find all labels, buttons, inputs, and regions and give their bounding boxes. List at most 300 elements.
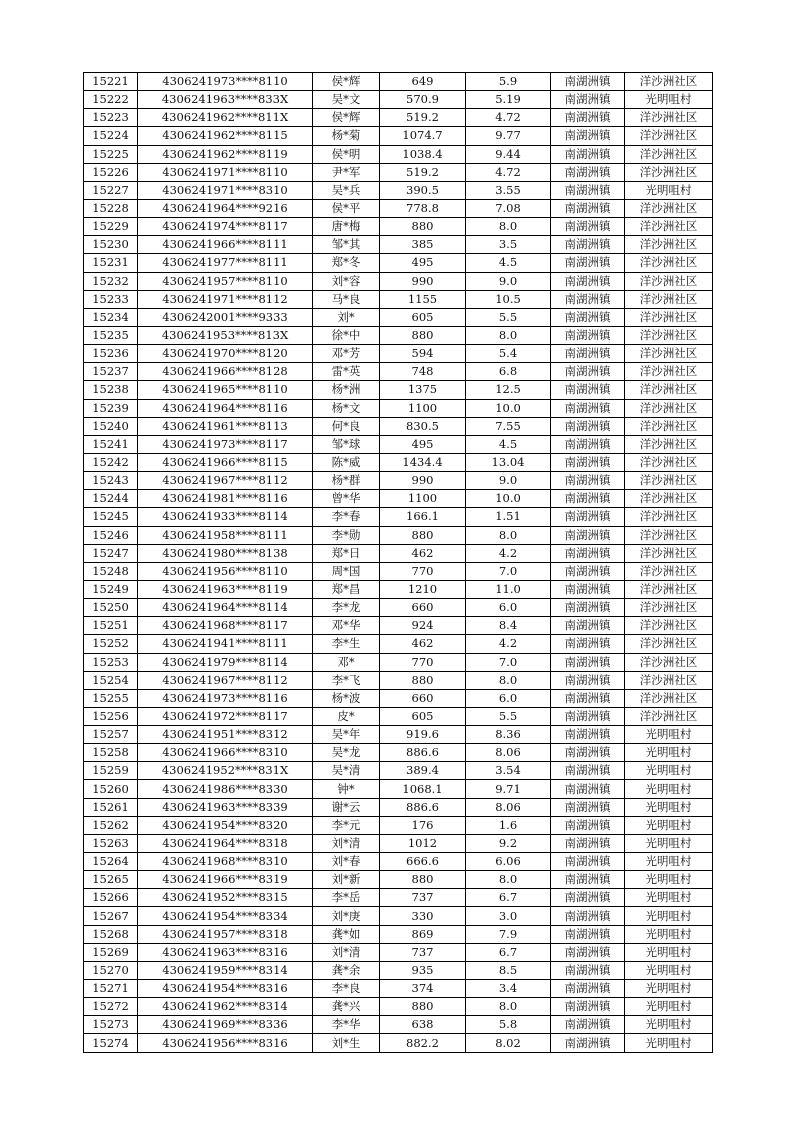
row-number-cell: 15246 <box>84 526 138 544</box>
village-cell: 洋沙洲社区 <box>625 689 713 707</box>
village-cell: 光明咀村 <box>625 1016 713 1034</box>
id-number-cell: 4306241963****833X <box>138 91 313 109</box>
town-cell: 南湖洲镇 <box>551 1034 625 1052</box>
quantity-cell: 4.2 <box>466 635 551 653</box>
amount-cell: 1038.4 <box>380 145 466 163</box>
amount-cell: 869 <box>380 925 466 943</box>
quantity-cell: 8.5 <box>466 961 551 979</box>
village-cell: 洋沙洲社区 <box>625 472 713 490</box>
quantity-cell: 9.71 <box>466 780 551 798</box>
id-number-cell: 4306241977****8111 <box>138 254 313 272</box>
amount-cell: 519.2 <box>380 163 466 181</box>
amount-cell: 570.9 <box>380 91 466 109</box>
person-name-cell: 钟* <box>313 780 380 798</box>
id-number-cell: 4306241964****8318 <box>138 834 313 852</box>
town-cell: 南湖洲镇 <box>551 218 625 236</box>
table-row <box>84 816 713 834</box>
town-cell: 南湖洲镇 <box>551 707 625 725</box>
row-number-cell: 15222 <box>84 91 138 109</box>
quantity-cell: 11.0 <box>466 580 551 598</box>
table-row <box>84 671 713 689</box>
id-number-cell: 4306241956****8316 <box>138 1034 313 1052</box>
id-number-cell: 4306241952****831X <box>138 762 313 780</box>
town-cell: 南湖洲镇 <box>551 73 625 91</box>
row-number-cell: 15263 <box>84 834 138 852</box>
village-cell: 洋沙洲社区 <box>625 381 713 399</box>
village-cell: 光明咀村 <box>625 91 713 109</box>
row-number-cell: 15271 <box>84 980 138 998</box>
id-number-cell: 4306241972****8117 <box>138 707 313 725</box>
table-row <box>84 834 713 852</box>
town-cell: 南湖洲镇 <box>551 109 625 127</box>
table-row <box>84 889 713 907</box>
id-number-cell: 4306241970****8120 <box>138 345 313 363</box>
row-number-cell: 15272 <box>84 998 138 1016</box>
town-cell: 南湖洲镇 <box>551 91 625 109</box>
quantity-cell: 10.0 <box>466 490 551 508</box>
person-name-cell: 侯*平 <box>313 199 380 217</box>
row-number-cell: 15261 <box>84 798 138 816</box>
quantity-cell: 5.4 <box>466 345 551 363</box>
id-number-cell: 4306241967****8112 <box>138 671 313 689</box>
person-name-cell: 邓*芳 <box>313 345 380 363</box>
id-number-cell: 4306241954****8316 <box>138 980 313 998</box>
town-cell: 南湖洲镇 <box>551 853 625 871</box>
person-name-cell: 龚*余 <box>313 961 380 979</box>
quantity-cell: 4.5 <box>466 254 551 272</box>
amount-cell: 778.8 <box>380 199 466 217</box>
amount-cell: 880 <box>380 218 466 236</box>
amount-cell: 1434.4 <box>380 453 466 471</box>
person-name-cell: 李*良 <box>313 980 380 998</box>
town-cell: 南湖洲镇 <box>551 181 625 199</box>
amount-cell: 990 <box>380 472 466 490</box>
town-cell: 南湖洲镇 <box>551 290 625 308</box>
table-row <box>84 907 713 925</box>
person-name-cell: 杨*文 <box>313 399 380 417</box>
row-number-cell: 15225 <box>84 145 138 163</box>
table-row <box>84 599 713 617</box>
table-row <box>84 163 713 181</box>
row-number-cell: 15273 <box>84 1016 138 1034</box>
village-cell: 光明咀村 <box>625 998 713 1016</box>
town-cell: 南湖洲镇 <box>551 762 625 780</box>
id-number-cell: 4306241986****8330 <box>138 780 313 798</box>
village-cell: 洋沙洲社区 <box>625 326 713 344</box>
town-cell: 南湖洲镇 <box>551 961 625 979</box>
row-number-cell: 15244 <box>84 490 138 508</box>
id-number-cell: 4306241962****8314 <box>138 998 313 1016</box>
id-number-cell: 4306241966****8128 <box>138 363 313 381</box>
quantity-cell: 7.08 <box>466 199 551 217</box>
id-number-cell: 4306241964****8116 <box>138 399 313 417</box>
row-number-cell: 15235 <box>84 326 138 344</box>
quantity-cell: 7.9 <box>466 925 551 943</box>
village-cell: 洋沙洲社区 <box>625 671 713 689</box>
town-cell: 南湖洲镇 <box>551 381 625 399</box>
person-name-cell: 曾*华 <box>313 490 380 508</box>
amount-cell: 389.4 <box>380 762 466 780</box>
person-name-cell: 李*岳 <box>313 889 380 907</box>
quantity-cell: 5.19 <box>466 91 551 109</box>
amount-cell: 924 <box>380 617 466 635</box>
quantity-cell: 9.2 <box>466 834 551 852</box>
person-name-cell: 吴*兵 <box>313 181 380 199</box>
person-name-cell: 吴*年 <box>313 726 380 744</box>
town-cell: 南湖洲镇 <box>551 943 625 961</box>
village-cell: 洋沙洲社区 <box>625 453 713 471</box>
village-cell: 洋沙洲社区 <box>625 617 713 635</box>
amount-cell: 660 <box>380 599 466 617</box>
amount-cell: 1100 <box>380 490 466 508</box>
row-number-cell: 15268 <box>84 925 138 943</box>
id-number-cell: 4306241959****8314 <box>138 961 313 979</box>
village-cell: 洋沙洲社区 <box>625 73 713 91</box>
row-number-cell: 15248 <box>84 562 138 580</box>
person-name-cell: 刘*生 <box>313 1034 380 1052</box>
town-cell: 南湖洲镇 <box>551 544 625 562</box>
id-number-cell: 4306241966****8319 <box>138 871 313 889</box>
village-cell: 洋沙洲社区 <box>625 199 713 217</box>
person-name-cell: 吴*文 <box>313 91 380 109</box>
person-name-cell: 李*元 <box>313 816 380 834</box>
amount-cell: 1155 <box>380 290 466 308</box>
town-cell: 南湖洲镇 <box>551 308 625 326</box>
table-row <box>84 1016 713 1034</box>
id-number-cell: 4306241954****8320 <box>138 816 313 834</box>
table-row <box>84 961 713 979</box>
village-cell: 光明咀村 <box>625 871 713 889</box>
quantity-cell: 8.02 <box>466 1034 551 1052</box>
person-name-cell: 杨*波 <box>313 689 380 707</box>
table-row <box>84 254 713 272</box>
quantity-cell: 8.36 <box>466 726 551 744</box>
id-number-cell: 4306241952****8315 <box>138 889 313 907</box>
table-row <box>84 925 713 943</box>
amount-cell: 737 <box>380 943 466 961</box>
id-number-cell: 4306241964****8114 <box>138 599 313 617</box>
table-row <box>84 308 713 326</box>
amount-cell: 594 <box>380 345 466 363</box>
person-name-cell: 皮* <box>313 707 380 725</box>
amount-cell: 638 <box>380 1016 466 1034</box>
table-row <box>84 326 713 344</box>
village-cell: 洋沙洲社区 <box>625 290 713 308</box>
town-cell: 南湖洲镇 <box>551 889 625 907</box>
table-row <box>84 544 713 562</box>
row-number-cell: 15269 <box>84 943 138 961</box>
id-number-cell: 4306241962****811X <box>138 109 313 127</box>
table-row <box>84 526 713 544</box>
town-cell: 南湖洲镇 <box>551 127 625 145</box>
town-cell: 南湖洲镇 <box>551 671 625 689</box>
table-row <box>84 580 713 598</box>
row-number-cell: 15254 <box>84 671 138 689</box>
id-number-cell: 4306241971****8112 <box>138 290 313 308</box>
table-row <box>84 653 713 671</box>
amount-cell: 605 <box>380 308 466 326</box>
id-number-cell: 4306241961****8113 <box>138 417 313 435</box>
row-number-cell: 15227 <box>84 181 138 199</box>
amount-cell: 830.5 <box>380 417 466 435</box>
row-number-cell: 15258 <box>84 744 138 762</box>
id-number-cell: 4306241971****8310 <box>138 181 313 199</box>
id-number-cell: 4306241968****8117 <box>138 617 313 635</box>
person-name-cell: 龚*如 <box>313 925 380 943</box>
id-number-cell: 4306241973****8117 <box>138 435 313 453</box>
quantity-cell: 8.0 <box>466 326 551 344</box>
town-cell: 南湖洲镇 <box>551 363 625 381</box>
quantity-cell: 8.0 <box>466 218 551 236</box>
village-cell: 洋沙洲社区 <box>625 272 713 290</box>
row-number-cell: 15274 <box>84 1034 138 1052</box>
id-number-cell: 4306241958****8111 <box>138 526 313 544</box>
row-number-cell: 15257 <box>84 726 138 744</box>
table-row <box>84 199 713 217</box>
amount-cell: 385 <box>380 236 466 254</box>
amount-cell: 886.6 <box>380 798 466 816</box>
quantity-cell: 6.7 <box>466 889 551 907</box>
village-cell: 洋沙洲社区 <box>625 508 713 526</box>
row-number-cell: 15266 <box>84 889 138 907</box>
village-cell: 洋沙洲社区 <box>625 526 713 544</box>
quantity-cell: 6.0 <box>466 689 551 707</box>
person-name-cell: 李*华 <box>313 1016 380 1034</box>
table-row <box>84 236 713 254</box>
town-cell: 南湖洲镇 <box>551 816 625 834</box>
id-number-cell: 4306241951****8312 <box>138 726 313 744</box>
row-number-cell: 15253 <box>84 653 138 671</box>
id-number-cell: 4306241957****8110 <box>138 272 313 290</box>
table-row <box>84 1034 713 1052</box>
amount-cell: 649 <box>380 73 466 91</box>
row-number-cell: 15252 <box>84 635 138 653</box>
person-name-cell: 郑*冬 <box>313 254 380 272</box>
id-number-cell: 4306241962****8119 <box>138 145 313 163</box>
person-name-cell: 侯*辉 <box>313 109 380 127</box>
person-name-cell: 雷*英 <box>313 363 380 381</box>
row-number-cell: 15229 <box>84 218 138 236</box>
id-number-cell: 4306241941****8111 <box>138 635 313 653</box>
row-number-cell: 15250 <box>84 599 138 617</box>
row-number-cell: 15251 <box>84 617 138 635</box>
village-cell: 洋沙洲社区 <box>625 236 713 254</box>
town-cell: 南湖洲镇 <box>551 417 625 435</box>
row-number-cell: 15228 <box>84 199 138 217</box>
town-cell: 南湖洲镇 <box>551 508 625 526</box>
table-row <box>84 562 713 580</box>
table-row <box>84 490 713 508</box>
row-number-cell: 15245 <box>84 508 138 526</box>
village-cell: 洋沙洲社区 <box>625 707 713 725</box>
village-cell: 洋沙洲社区 <box>625 653 713 671</box>
village-cell: 光明咀村 <box>625 925 713 943</box>
amount-cell: 880 <box>380 998 466 1016</box>
village-cell: 洋沙洲社区 <box>625 308 713 326</box>
row-number-cell: 15224 <box>84 127 138 145</box>
town-cell: 南湖洲镇 <box>551 689 625 707</box>
id-number-cell: 4306241965****8110 <box>138 381 313 399</box>
row-number-cell: 15249 <box>84 580 138 598</box>
amount-cell: 1375 <box>380 381 466 399</box>
table-body <box>84 73 713 1053</box>
id-number-cell: 4306241963****8119 <box>138 580 313 598</box>
village-cell: 洋沙洲社区 <box>625 163 713 181</box>
quantity-cell: 8.0 <box>466 871 551 889</box>
id-number-cell: 4306241973****8116 <box>138 689 313 707</box>
table-row <box>84 218 713 236</box>
person-name-cell: 郑*昌 <box>313 580 380 598</box>
person-name-cell: 吴*龙 <box>313 744 380 762</box>
village-cell: 光明咀村 <box>625 780 713 798</box>
amount-cell: 1068.1 <box>380 780 466 798</box>
town-cell: 南湖洲镇 <box>551 1016 625 1034</box>
table-row <box>84 780 713 798</box>
person-name-cell: 刘*清 <box>313 834 380 852</box>
table-row <box>84 290 713 308</box>
amount-cell: 495 <box>380 254 466 272</box>
amount-cell: 1074.7 <box>380 127 466 145</box>
row-number-cell: 15223 <box>84 109 138 127</box>
village-cell: 洋沙洲社区 <box>625 417 713 435</box>
amount-cell: 166.1 <box>380 508 466 526</box>
village-cell: 洋沙洲社区 <box>625 109 713 127</box>
row-number-cell: 15256 <box>84 707 138 725</box>
town-cell: 南湖洲镇 <box>551 145 625 163</box>
amount-cell: 770 <box>380 653 466 671</box>
id-number-cell: 4306241963****8339 <box>138 798 313 816</box>
person-name-cell: 刘* <box>313 308 380 326</box>
id-number-cell: 4306242001****9333 <box>138 308 313 326</box>
id-number-cell: 4306241974****8117 <box>138 218 313 236</box>
id-number-cell: 4306241954****8334 <box>138 907 313 925</box>
quantity-cell: 4.72 <box>466 109 551 127</box>
id-number-cell: 4306241964****9216 <box>138 199 313 217</box>
village-cell: 光明咀村 <box>625 726 713 744</box>
id-number-cell: 4306241966****8115 <box>138 453 313 471</box>
person-name-cell: 李*龙 <box>313 599 380 617</box>
row-number-cell: 15231 <box>84 254 138 272</box>
amount-cell: 495 <box>380 435 466 453</box>
quantity-cell: 6.7 <box>466 943 551 961</box>
person-name-cell: 侯*明 <box>313 145 380 163</box>
amount-cell: 935 <box>380 961 466 979</box>
village-cell: 光明咀村 <box>625 762 713 780</box>
village-cell: 洋沙洲社区 <box>625 363 713 381</box>
quantity-cell: 9.0 <box>466 272 551 290</box>
table-row <box>84 707 713 725</box>
row-number-cell: 15230 <box>84 236 138 254</box>
id-number-cell: 4306241971****8110 <box>138 163 313 181</box>
row-number-cell: 15242 <box>84 453 138 471</box>
table-row <box>84 798 713 816</box>
town-cell: 南湖洲镇 <box>551 726 625 744</box>
id-number-cell: 4306241963****8316 <box>138 943 313 961</box>
table-row <box>84 272 713 290</box>
person-name-cell: 李*生 <box>313 635 380 653</box>
village-cell: 光明咀村 <box>625 889 713 907</box>
row-number-cell: 15255 <box>84 689 138 707</box>
quantity-cell: 9.0 <box>466 472 551 490</box>
id-number-cell: 4306241933****8114 <box>138 508 313 526</box>
table-row <box>84 399 713 417</box>
quantity-cell: 9.44 <box>466 145 551 163</box>
quantity-cell: 8.0 <box>466 526 551 544</box>
row-number-cell: 15238 <box>84 381 138 399</box>
table-row <box>84 435 713 453</box>
village-cell: 光明咀村 <box>625 834 713 852</box>
row-number-cell: 15239 <box>84 399 138 417</box>
person-name-cell: 唐*梅 <box>313 218 380 236</box>
village-cell: 洋沙洲社区 <box>625 254 713 272</box>
town-cell: 南湖洲镇 <box>551 163 625 181</box>
quantity-cell: 3.5 <box>466 236 551 254</box>
amount-cell: 1012 <box>380 834 466 852</box>
person-name-cell: 刘*春 <box>313 853 380 871</box>
table-row <box>84 363 713 381</box>
person-name-cell: 李*勋 <box>313 526 380 544</box>
table-row <box>84 980 713 998</box>
person-name-cell: 马*良 <box>313 290 380 308</box>
amount-cell: 605 <box>380 707 466 725</box>
table-row <box>84 472 713 490</box>
town-cell: 南湖洲镇 <box>551 199 625 217</box>
quantity-cell: 3.54 <box>466 762 551 780</box>
town-cell: 南湖洲镇 <box>551 871 625 889</box>
village-cell: 光明咀村 <box>625 1034 713 1052</box>
town-cell: 南湖洲镇 <box>551 744 625 762</box>
amount-cell: 330 <box>380 907 466 925</box>
person-name-cell: 龚*兴 <box>313 998 380 1016</box>
table-row <box>84 998 713 1016</box>
quantity-cell: 13.04 <box>466 453 551 471</box>
village-cell: 洋沙洲社区 <box>625 635 713 653</box>
row-number-cell: 15270 <box>84 961 138 979</box>
table-row <box>84 508 713 526</box>
table-row <box>84 853 713 871</box>
person-name-cell: 吴*清 <box>313 762 380 780</box>
town-cell: 南湖洲镇 <box>551 834 625 852</box>
id-number-cell: 4306241973****8110 <box>138 73 313 91</box>
table-row <box>84 73 713 91</box>
quantity-cell: 5.5 <box>466 707 551 725</box>
person-name-cell: 李*飞 <box>313 671 380 689</box>
amount-cell: 886.6 <box>380 744 466 762</box>
table-row <box>84 345 713 363</box>
village-cell: 光明咀村 <box>625 980 713 998</box>
row-number-cell: 15241 <box>84 435 138 453</box>
village-cell: 光明咀村 <box>625 816 713 834</box>
village-cell: 光明咀村 <box>625 853 713 871</box>
amount-cell: 666.6 <box>380 853 466 871</box>
table-row <box>84 762 713 780</box>
village-cell: 洋沙洲社区 <box>625 345 713 363</box>
table-row <box>84 744 713 762</box>
town-cell: 南湖洲镇 <box>551 653 625 671</box>
amount-cell: 660 <box>380 689 466 707</box>
quantity-cell: 10.0 <box>466 399 551 417</box>
village-cell: 洋沙洲社区 <box>625 490 713 508</box>
quantity-cell: 5.8 <box>466 1016 551 1034</box>
id-number-cell: 4306241956****8110 <box>138 562 313 580</box>
table-row <box>84 91 713 109</box>
town-cell: 南湖洲镇 <box>551 272 625 290</box>
quantity-cell: 3.0 <box>466 907 551 925</box>
person-name-cell: 刘*庚 <box>313 907 380 925</box>
amount-cell: 462 <box>380 635 466 653</box>
person-name-cell: 李*春 <box>313 508 380 526</box>
table-row <box>84 381 713 399</box>
